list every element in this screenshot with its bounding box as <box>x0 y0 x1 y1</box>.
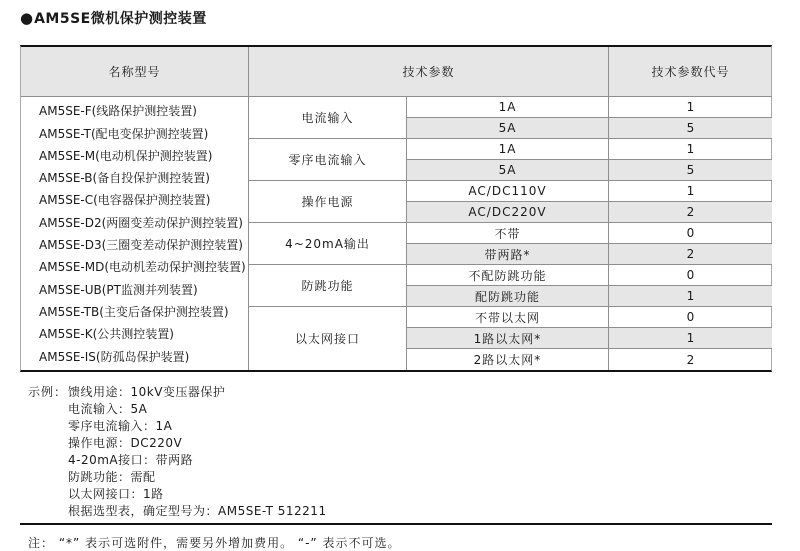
model-item: AM5SE-IS(防孤岛保护装置) <box>39 349 190 364</box>
param-label-zero-seq-current: 零序电流输入 <box>249 139 407 181</box>
model-item: AM5SE-MD(电动机差动保护测控装置) <box>39 260 246 275</box>
param-label-operating-power: 操作电源 <box>249 181 407 223</box>
param-code: 0 <box>609 223 772 244</box>
page-title-text: AM5SE微机保护测控装置 <box>34 11 207 27</box>
param-code: 1 <box>609 97 772 118</box>
param-value: AC/DC110V <box>407 181 609 202</box>
bullet-icon: ● <box>20 8 34 27</box>
example-line: 电流输入：5A <box>68 402 148 416</box>
param-code: 2 <box>609 202 772 223</box>
param-label-anti-pumping: 防跳功能 <box>249 265 407 307</box>
page-title <box>20 8 800 28</box>
header-param-code: 技术参数代号 <box>609 47 772 97</box>
param-value: 带两路* <box>407 244 609 265</box>
param-code: 0 <box>609 265 772 286</box>
model-item: AM5SE-TB(主变后备保护测控装置) <box>39 304 229 319</box>
param-code: 1 <box>609 328 772 349</box>
param-code: 1 <box>609 286 772 307</box>
param-value: 1A <box>407 97 609 118</box>
param-label-current-input: 电流输入 <box>249 97 407 139</box>
example-line: 4-20mA接口：带两路 <box>68 453 194 467</box>
footer-divider <box>20 523 772 525</box>
table-header-row <box>21 47 771 97</box>
param-value: 1路以太网* <box>407 328 609 349</box>
example-line: 馈线用途：10kV变压器保护 <box>68 385 226 399</box>
model-item: AM5SE-C(电容器保护测控装置) <box>39 193 211 208</box>
param-label-ma-output: 4~20mA输出 <box>249 223 407 265</box>
param-code: 1 <box>609 181 772 202</box>
param-code: 2 <box>609 244 772 265</box>
param-code: 2 <box>686 352 695 367</box>
model-list-cell <box>21 97 249 370</box>
example-label: 示例： <box>28 385 68 399</box>
param-code: 1 <box>609 139 772 160</box>
param-value: 不配防跳功能 <box>407 265 609 286</box>
model-item: AM5SE-M(电动机保护测控装置) <box>39 148 213 163</box>
param-code: 0 <box>609 307 772 328</box>
model-item: AM5SE-F(线路保护测控装置) <box>39 104 197 119</box>
footnote: 注： “*” 表示可选附件，需要另外增加费用。 “-” 表示不可选。 <box>28 536 401 550</box>
param-code: 5 <box>609 118 772 139</box>
param-label-ethernet-port: 以太网接口 <box>249 307 407 370</box>
example-block <box>20 384 800 520</box>
example-line: 以太网接口：1路 <box>68 487 164 501</box>
param-value: 5A <box>407 160 609 181</box>
param-code: 5 <box>609 160 772 181</box>
table-body <box>21 97 771 370</box>
selection-table <box>20 45 772 372</box>
model-item: AM5SE-UB(PT监测并列装置) <box>39 282 198 297</box>
param-value: 不带 <box>407 223 609 244</box>
model-item: AM5SE-D3(三圈变差动保护测控装置) <box>39 238 243 253</box>
example-line: 根据选型表，确定型号为：AM5SE-T 512211 <box>68 504 327 518</box>
header-tech-params: 技术参数 <box>249 47 609 97</box>
model-item: AM5SE-D2(两圈变差动保护测控装置) <box>39 215 243 230</box>
example-line: 操作电源：DC220V <box>68 436 183 450</box>
param-value: 配防跳功能 <box>407 286 609 307</box>
param-value: 1A <box>407 139 609 160</box>
example-line: 防跳功能：需配 <box>68 470 156 484</box>
param-value: 不带以太网 <box>407 307 609 328</box>
example-lines <box>68 384 327 520</box>
model-item: AM5SE-K(公共测控装置) <box>39 327 174 342</box>
param-value: AC/DC220V <box>407 202 609 223</box>
model-item: AM5SE-B(备自投保护测控装置) <box>39 171 210 186</box>
model-item: AM5SE-T(配电变保护测控装置) <box>39 126 209 141</box>
param-value: 2路以太网* <box>407 349 609 370</box>
header-name-model: 名称型号 <box>21 47 249 97</box>
param-value: 5A <box>407 118 609 139</box>
example-line: 零序电流输入：1A <box>68 419 173 433</box>
